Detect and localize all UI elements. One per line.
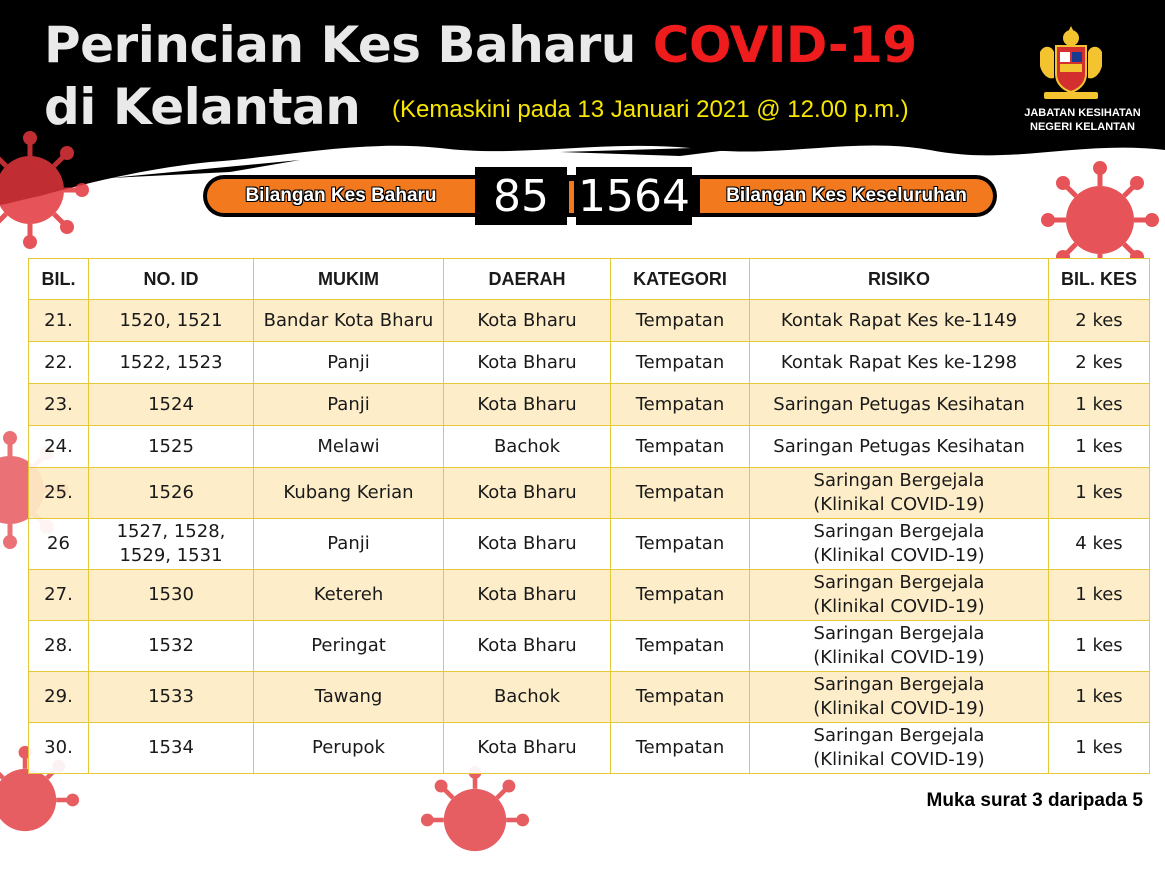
cell-mukim: Melawi [254, 426, 444, 468]
table-row [29, 342, 1150, 384]
agency-name [1010, 106, 1155, 134]
table-row [29, 384, 1150, 426]
cell-no-id: 1524 [89, 384, 254, 426]
cell-mukim: Ketereh [254, 570, 444, 621]
cell-mukim: Peringat [254, 621, 444, 672]
cell-no-id: 1525 [89, 426, 254, 468]
cell-bil: 25. [29, 468, 89, 519]
table-row [29, 468, 1150, 519]
cell-daerah: Kota Bharu [444, 384, 611, 426]
table-row [29, 723, 1150, 774]
table-row [29, 300, 1150, 342]
agency-line2: NEGERI KELANTAN [1030, 121, 1135, 133]
cell-no-id: 1526 [89, 468, 254, 519]
cell-risiko: Saringan Petugas Kesihatan [750, 384, 1049, 426]
cell-mukim: Panji [254, 519, 444, 570]
count-divider [569, 181, 574, 213]
cell-bil-kes: 1 kes [1049, 468, 1150, 519]
cell-risiko: Saringan Bergejala (Klinikal COVID-19) [750, 723, 1049, 774]
cell-bil: 22. [29, 342, 89, 384]
total-cases-count: 1564 [576, 167, 692, 225]
page-title [44, 16, 917, 74]
cell-bil: 27. [29, 570, 89, 621]
cell-daerah: Kota Bharu [444, 468, 611, 519]
cell-risiko: Saringan Bergejala (Klinikal COVID-19) [750, 570, 1049, 621]
cell-mukim: Kubang Kerian [254, 468, 444, 519]
cell-kategori: Tempatan [611, 723, 750, 774]
cell-mukim: Panji [254, 384, 444, 426]
cell-kategori: Tempatan [611, 342, 750, 384]
cell-mukim: Bandar Kota Bharu [254, 300, 444, 342]
column-header-daerah: DAERAH [444, 259, 611, 300]
table-row [29, 570, 1150, 621]
total-cases-label: Bilangan Kes Keseluruhan [700, 179, 993, 213]
cell-risiko: Saringan Bergejala (Klinikal COVID-19) [750, 672, 1049, 723]
cell-kategori: Tempatan [611, 300, 750, 342]
cell-risiko: Saringan Bergejala (Klinikal COVID-19) [750, 519, 1049, 570]
coat-of-arms-icon [1030, 22, 1112, 102]
cell-no-id: 1530 [89, 570, 254, 621]
cell-bil: 24. [29, 426, 89, 468]
cell-kategori: Tempatan [611, 519, 750, 570]
cell-bil-kes: 1 kes [1049, 672, 1150, 723]
title-text: Perincian Kes Baharu [44, 16, 653, 74]
cell-bil: 21. [29, 300, 89, 342]
update-timestamp: (Kemaskini pada 13 Januari 2021 @ 12.00 p.m.) [392, 96, 909, 123]
virus-icon [420, 765, 530, 875]
cell-bil-kes: 2 kes [1049, 342, 1150, 384]
cell-kategori: Tempatan [611, 384, 750, 426]
cell-kategori: Tempatan [611, 672, 750, 723]
cell-no-id: 1534 [89, 723, 254, 774]
cell-bil: 29. [29, 672, 89, 723]
column-header-kategori: KATEGORI [611, 259, 750, 300]
page-title-line2: di Kelantan [44, 78, 361, 136]
cell-risiko: Saringan Bergejala (Klinikal COVID-19) [750, 621, 1049, 672]
page-number: Muka surat 3 daripada 5 [926, 790, 1143, 811]
cell-mukim: Tawang [254, 672, 444, 723]
table-row [29, 621, 1150, 672]
agency-line1: JABATAN KESIHATAN [1024, 107, 1141, 119]
cell-risiko: Saringan Petugas Kesihatan [750, 426, 1049, 468]
cell-daerah: Bachok [444, 672, 611, 723]
cell-daerah: Kota Bharu [444, 342, 611, 384]
cell-daerah: Kota Bharu [444, 300, 611, 342]
cell-daerah: Kota Bharu [444, 570, 611, 621]
column-header-no-id: NO. ID [89, 259, 254, 300]
cell-mukim: Perupok [254, 723, 444, 774]
cell-risiko: Saringan Bergejala (Klinikal COVID-19) [750, 468, 1049, 519]
table-row [29, 519, 1150, 570]
cell-risiko: Kontak Rapat Kes ke-1298 [750, 342, 1049, 384]
table-row [29, 672, 1150, 723]
cell-bil-kes: 1 kes [1049, 723, 1150, 774]
new-cases-label: Bilangan Kes Baharu [207, 179, 475, 213]
cell-daerah: Kota Bharu [444, 519, 611, 570]
cell-kategori: Tempatan [611, 468, 750, 519]
column-header-mukim: MUKIM [254, 259, 444, 300]
cell-no-id: 1522, 1523 [89, 342, 254, 384]
cell-kategori: Tempatan [611, 621, 750, 672]
title-highlight: COVID-19 [652, 16, 917, 74]
cell-mukim: Panji [254, 342, 444, 384]
column-header-risiko: RISIKO [750, 259, 1049, 300]
column-header-bil-kes: BIL. KES [1049, 259, 1150, 300]
cell-bil: 23. [29, 384, 89, 426]
cell-daerah: Kota Bharu [444, 621, 611, 672]
cell-no-id: 1532 [89, 621, 254, 672]
cell-bil-kes: 1 kes [1049, 426, 1150, 468]
cell-kategori: Tempatan [611, 570, 750, 621]
cell-bil: 28. [29, 621, 89, 672]
cell-kategori: Tempatan [611, 426, 750, 468]
table-header-row [29, 259, 1150, 300]
virus-icon [0, 130, 90, 250]
cell-daerah: Bachok [444, 426, 611, 468]
cell-bil-kes: 2 kes [1049, 300, 1150, 342]
cell-bil-kes: 4 kes [1049, 519, 1150, 570]
case-count-bar [203, 170, 997, 222]
cell-risiko: Kontak Rapat Kes ke-1149 [750, 300, 1049, 342]
cell-no-id: 1527, 1528, 1529, 1531 [89, 519, 254, 570]
column-header-bil: BIL. [29, 259, 89, 300]
cell-bil-kes: 1 kes [1049, 621, 1150, 672]
cell-bil-kes: 1 kes [1049, 384, 1150, 426]
cell-daerah: Kota Bharu [444, 723, 611, 774]
cell-no-id: 1520, 1521 [89, 300, 254, 342]
cell-bil: 30. [29, 723, 89, 774]
cell-bil-kes: 1 kes [1049, 570, 1150, 621]
cell-no-id: 1533 [89, 672, 254, 723]
case-details-table [28, 258, 1150, 774]
cell-bil: 26 [29, 519, 89, 570]
new-cases-count: 85 [475, 167, 567, 225]
table-row [29, 426, 1150, 468]
